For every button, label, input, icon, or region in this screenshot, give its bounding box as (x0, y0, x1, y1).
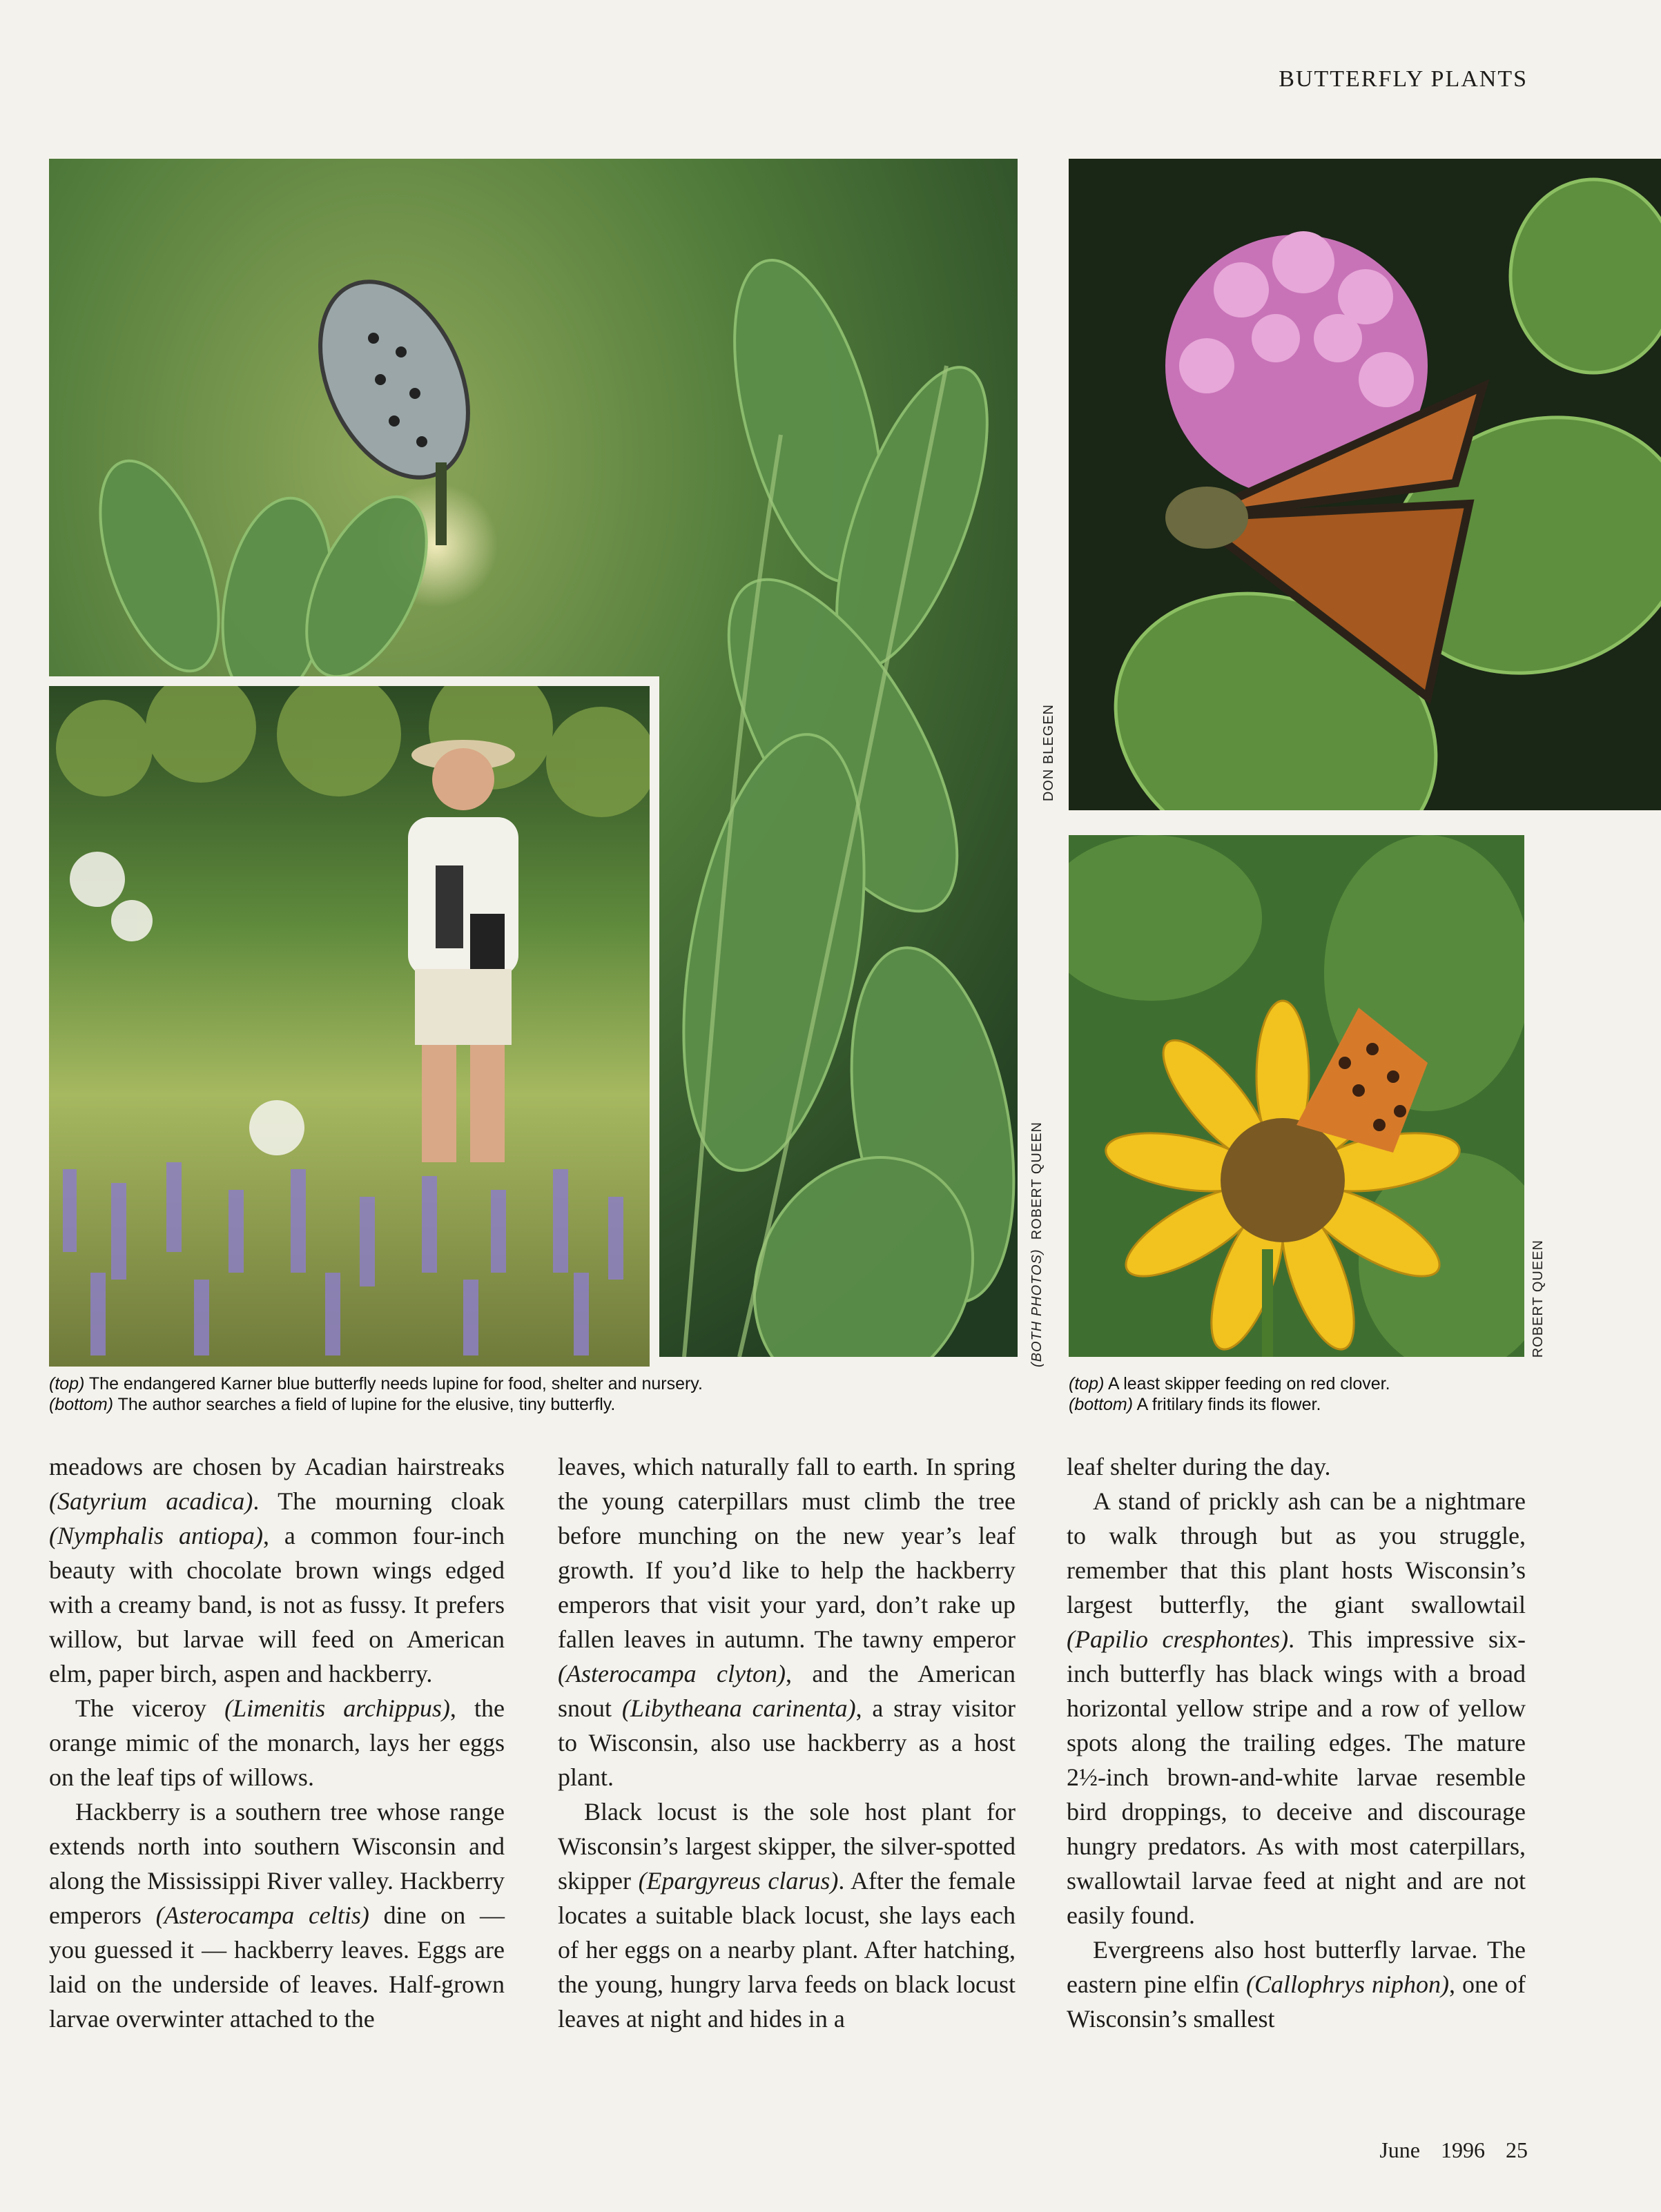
body-paragraph: A stand of prickly ash can be a nightmare to walk through but as you struggle, remember that this plant hosts Wisconsin’s largest butterfly, the giant swallowtail (Papilio cresphontes). This impressive six-inch butterfly has black wings with a broad horizontal yellow stripe and a row of yellow spots along the trailing edges. The mature 2½-inch brown-and-white larvae resemble bird droppings, to deceive and discourage hungry predators. As with most caterpillars, swallowtail larvae feed at night and are not easily found. (1067, 1487, 1526, 1929)
body-paragraph: The viceroy (Limenitis archippus), the orange mimic of the monarch, lays her eggs on the leaf tips of willows. (49, 1694, 505, 1791)
caption-right (1069, 1373, 1621, 1415)
caption-left-top-tag: (top) (49, 1374, 85, 1393)
species-name: (Asterocampa clyton) (558, 1660, 786, 1687)
species-name: (Nymphalis antiopa) (49, 1522, 263, 1549)
photo-fritillary-flower (1069, 835, 1524, 1357)
body-column-2 (558, 1449, 1016, 2036)
body-paragraph: Evergreens also host butterfly larvae. The eastern pine elfin (Callophrys niphon), one of Wisconsin’s smallest (1067, 1936, 1526, 2033)
credit-both-photos-prefix: (BOTH PHOTOS) (1029, 1249, 1045, 1367)
body-paragraph: leaves, which naturally fall to earth. In spring the young caterpillars must climb the tree before munching on the new year’s leaf growth. If you’d like to help the hackberry emperors that visit your yard, don’t rake up fallen leaves in autumn. The tawny emperor (Asterocampa clyton), and the American snout (Libytheana carinenta), a stray visitor to Wisconsin, also use hackberry as a host plant. (558, 1453, 1016, 1791)
caption-left-top (49, 1373, 988, 1394)
caption-left-bottom-tag: (bottom) (49, 1395, 114, 1414)
body-paragraph: Black locust is the sole host plant for Wisconsin’s largest skipper, the silver-spotted skipper (Epargyreus clarus). After the female locates a suitable black locust, she lays each of her eggs on a nearby plant. After hatching, the young, hungry larva feeds on black locust leaves at night and hides in a (558, 1798, 1016, 2033)
page-number: 25 (1506, 2137, 1528, 2162)
body-paragraph: Hackberry is a southern tree whose range extends north into southern Wisconsin and along the Mississippi River valley. Hackberry emperors (Asterocampa celtis) dine on — you guessed it — hackberry leaves. Eggs are laid on the underside of leaves. Half-grown larvae overwinter attached to the (49, 1798, 505, 2033)
caption-left-top-text: The endangered Karner blue butterfly needs lupine for food, shelter and nursery. (84, 1374, 703, 1393)
credit-both-photos-robert-queen (1029, 1122, 1045, 1367)
photo-author-lupine-field (49, 676, 659, 1367)
caption-right-bottom (1069, 1394, 1621, 1415)
body-column-3 (1067, 1449, 1526, 2036)
species-name: (Asterocampa celtis) (155, 1901, 369, 1929)
running-header: BUTTERFLY PLANTS (1279, 66, 1528, 92)
author-photo-art (49, 686, 650, 1367)
caption-right-bottom-text: A fritilary finds its flower. (1133, 1395, 1321, 1414)
credit-robert-queen: ROBERT QUEEN (1531, 1240, 1546, 1358)
caption-left (49, 1373, 988, 1415)
credit-don-blegen: DON BLEGEN (1041, 704, 1056, 802)
species-name: (Callophrys niphon) (1245, 1970, 1449, 1998)
skipper-photo-art (1069, 159, 1661, 810)
caption-right-top-tag: (top) (1069, 1374, 1105, 1393)
photo-least-skipper-clover (1069, 159, 1661, 810)
caption-left-bottom-text: The author searches a field of lupine for the elusive, tiny butterfly. (113, 1395, 616, 1414)
issue-date: June 1996 (1379, 2137, 1485, 2162)
species-name: (Satyrium acadica) (49, 1487, 253, 1515)
species-name: (Papilio cresphontes) (1067, 1625, 1289, 1653)
caption-right-bottom-tag: (bottom) (1069, 1395, 1134, 1414)
body-paragraph: leaf shelter during the day. (1067, 1453, 1331, 1480)
page-footer (1379, 2137, 1528, 2163)
body-column-1 (49, 1449, 505, 2036)
caption-right-top-text: A least skipper feeding on red clover. (1104, 1374, 1390, 1393)
credit-both-photos-name: ROBERT QUEEN (1029, 1122, 1045, 1240)
caption-right-top (1069, 1373, 1621, 1394)
body-paragraph: meadows are chosen by Acadian hairstreaks (Satyrium acadica). The mourning cloak (Nymphalis antiopa), a common four-inch beauty with chocolate brown wings edged with a creamy band, is not as fussy. It prefers willow, but larvae will feed on American elm, paper birch, aspen and hackberry. (49, 1453, 505, 1687)
caption-left-bottom (49, 1394, 988, 1415)
fritillary-photo-art (1069, 835, 1524, 1357)
species-name: (Limenitis archippus) (224, 1694, 450, 1722)
species-name: (Epargyreus clarus) (638, 1867, 839, 1895)
species-name: (Libytheana carinenta) (621, 1694, 856, 1722)
